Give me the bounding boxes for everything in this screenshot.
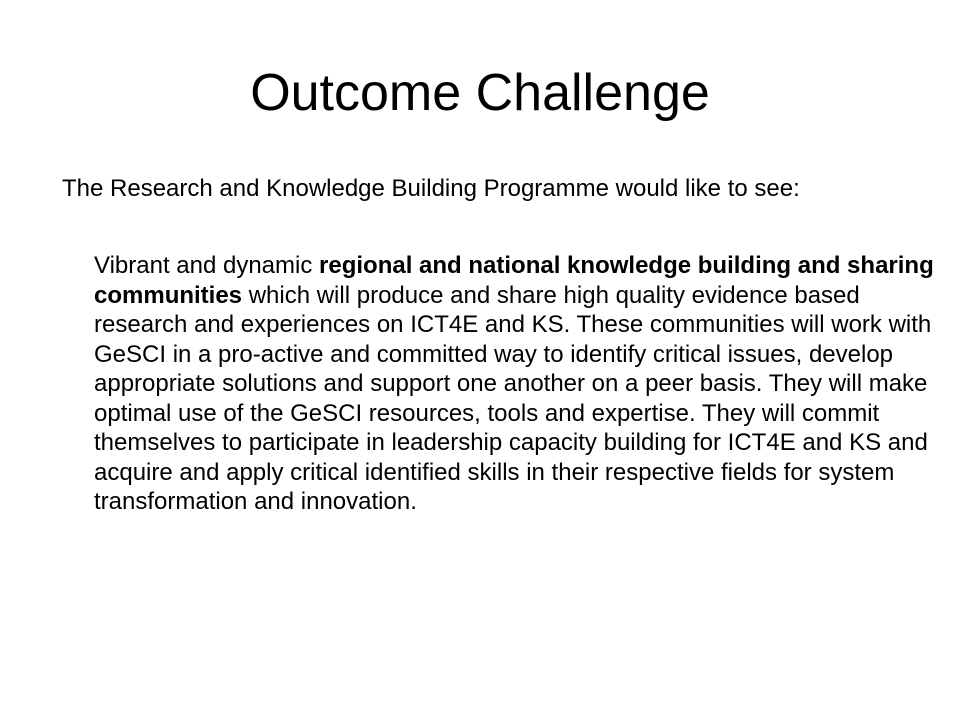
body-paragraph — [94, 251, 934, 517]
body-text-before-bold: Vibrant and dynamic — [94, 252, 320, 279]
slide-title: Outcome Challenge — [250, 64, 710, 122]
body-text-after-bold: which will produce and share high quality evidence based research and experiences on ICT4E and KS. These communities will work with GeSCI in a pro-active and committed way to identify critical issues, develop appropriate solutions and support one another on a peer basis. They will make optimal use of the GeSCI resources, tools and expertise. They will commit themselves to participate in leadership capacity building for ICT4E and KS and acquire and apply critical identified skills in their respective fields for system transformation and innovation. — [94, 281, 932, 515]
intro-paragraph: The Research and Knowledge Building Programme would like to see: — [62, 175, 800, 202]
body-text-bold: regional and national knowledge building and sharing communities — [94, 252, 934, 309]
